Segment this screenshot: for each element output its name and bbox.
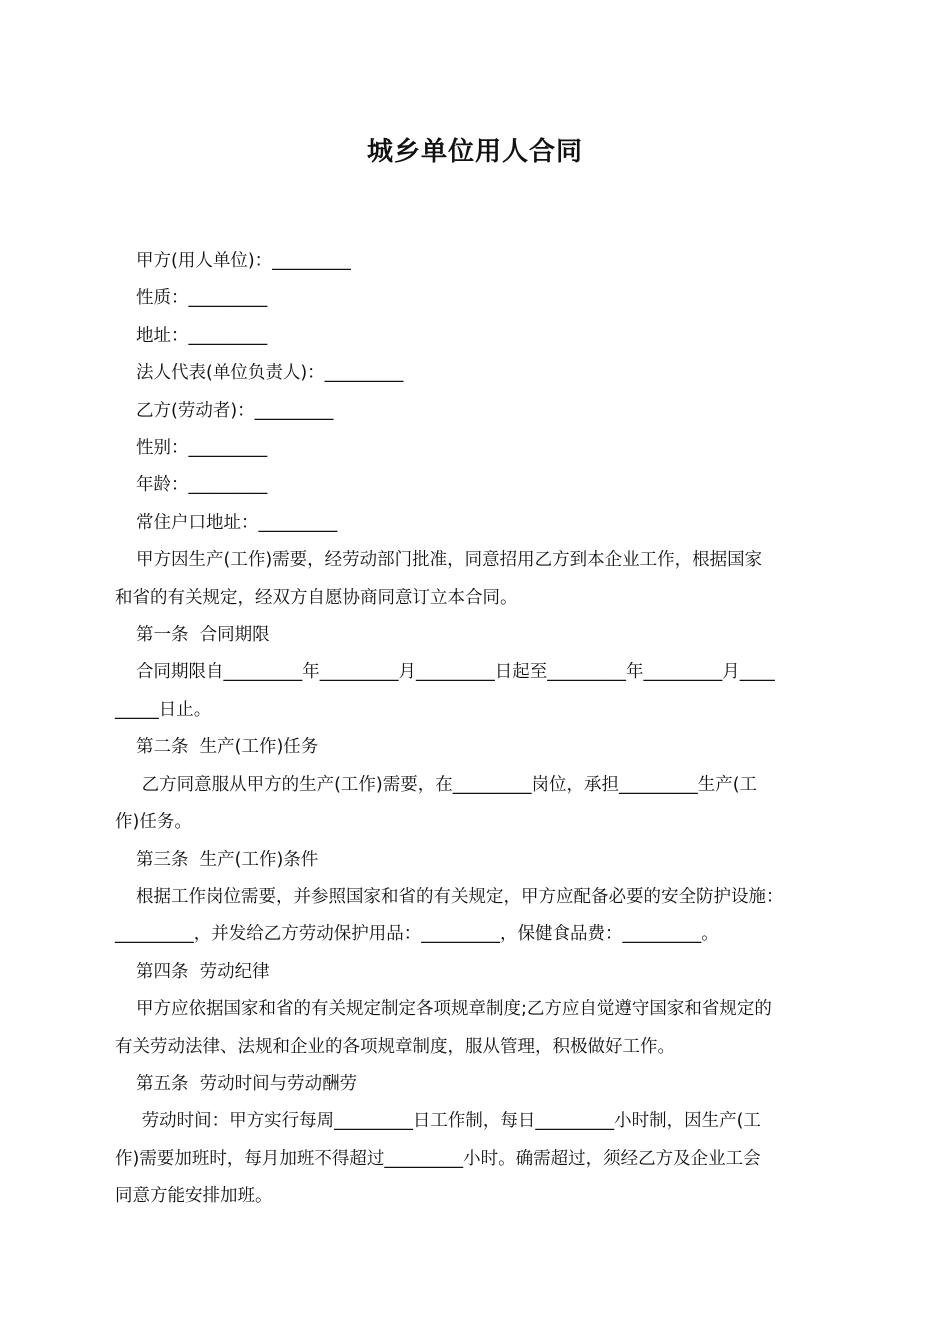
address-field: 地址：_________: [136, 325, 268, 346]
article-4-text-line-1: 甲方应依据国家和省的有关规定制定各项规章制度;乙方应自觉遵守国家和省规定的: [136, 999, 772, 1020]
party-b-field: 乙方(劳动者)：_________: [136, 400, 334, 421]
document-title: 城乡单位用人合同: [366, 137, 583, 167]
article-5-text-line-2: 作)需要加班时，每月加班不得超过_________小时。确需超过，须经乙方及企业工会: [115, 1148, 761, 1169]
preamble-line-2: 和省的有关规定，经双方自愿协商同意订立本合同。: [115, 587, 518, 608]
article-1-text-line-2: _____日止。: [115, 699, 212, 720]
article-1-heading: 第一条 合同期限: [136, 625, 270, 646]
article-4-text-line-2: 有关劳动法律、法规和企业的各项规章制度，服从管理，积极做好工作。: [115, 1036, 675, 1057]
legal-representative-field: 法人代表(单位负责人)：_________: [136, 363, 404, 384]
article-5-heading: 第五条 劳动时间与劳动酬劳: [136, 1073, 358, 1094]
article-2-text-line-2: 作)任务。: [115, 812, 192, 833]
article-1-text-line-1: 合同期限自_________年_________月_________日起至_________年_________月____: [136, 662, 775, 683]
residence-address-field: 常住户口地址：_________: [136, 512, 338, 533]
preamble-line-1: 甲方因生产(工作)需要，经劳动部门批准，同意招用乙方到本企业工作，根据国家: [136, 550, 763, 571]
article-3-text-line-2: _________，并发给乙方劳动保护用品：_________，保健食品费：_________。: [115, 924, 719, 945]
article-4-heading: 第四条 劳动纪律: [136, 961, 270, 982]
article-2-text-line-1: 乙方同意服从甲方的生产(工作)需要，在_________岗位，承担_________生产(工: [136, 774, 758, 795]
nature-field: 性质：_________: [136, 288, 268, 309]
age-field: 年龄：_________: [136, 475, 268, 496]
contract-body: [115, 243, 837, 1216]
article-5-text-line-3: 同意方能安排加班。: [115, 1186, 273, 1207]
article-3-text-line-1: 根据工作岗位需要，并参照国家和省的有关规定，甲方应配备必要的安全防护设施：: [136, 886, 784, 907]
article-3-heading: 第三条 生产(工作)条件: [136, 849, 319, 870]
gender-field: 性别：_________: [136, 438, 268, 459]
article-5-text-line-1: 劳动时间：甲方实行每周_________日工作制，每日_________小时制，因生产(工: [136, 1111, 761, 1132]
article-2-heading: 第二条 生产(工作)任务: [136, 737, 319, 758]
party-a-field: 甲方(用人单位)：_________: [136, 251, 351, 271]
